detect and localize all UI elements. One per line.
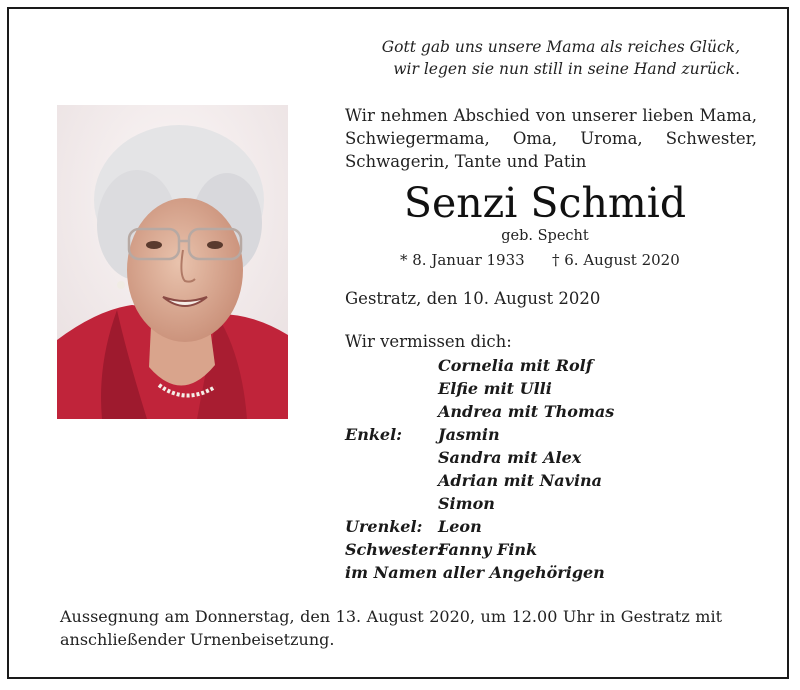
mourner-row xyxy=(345,492,765,515)
mourner-name: Andrea mit Thomas xyxy=(438,402,615,421)
place-and-date: Gestratz, den 10. August 2020 xyxy=(345,289,601,308)
mourner-row xyxy=(345,469,765,492)
mourners-list xyxy=(345,354,765,584)
motto-verse xyxy=(350,36,740,80)
maiden-name: geb. Specht xyxy=(501,228,589,244)
funeral-notice: Aussegnung am Donnerstag, den 13. August 2020, um 12.00 Uhr in Gestratz mit anschließender Urnenbeisetzung. xyxy=(60,607,722,649)
mourner-row xyxy=(345,515,765,538)
mourner-label: Schwester: xyxy=(345,540,443,559)
motto-line-1: Gott gab uns unsere Mama als reiches Glück, xyxy=(381,38,740,56)
mourner-label: Urenkel: xyxy=(345,517,423,536)
mourner-row xyxy=(345,538,765,561)
mourner-row xyxy=(345,354,765,377)
intro-line-1: Wir nehmen Abschied von unserer lieben Mama, xyxy=(345,106,757,125)
deceased-name: Senzi Schmid xyxy=(403,179,687,227)
portrait-illustration xyxy=(57,105,288,419)
death-date: † 6. August 2020 xyxy=(552,251,680,269)
miss-you-text: Wir vermissen dich: xyxy=(345,332,512,351)
mourner-name: Cornelia mit Rolf xyxy=(438,356,593,375)
mourner-name: Jasmin xyxy=(438,425,500,444)
mourner-name: Leon xyxy=(438,517,482,536)
intro-text xyxy=(345,104,757,173)
mourner-label: Enkel: xyxy=(345,425,403,444)
mourner-row xyxy=(345,377,765,400)
mourner-name: Simon xyxy=(438,494,495,513)
mourner-row xyxy=(345,423,765,446)
mourner-row xyxy=(345,446,765,469)
intro-line-2: Schwiegermama, Oma, Uroma, Schwester, xyxy=(345,129,757,148)
motto-line-2: wir legen sie nun still in seine Hand zurück. xyxy=(393,60,740,78)
mourner-label: im Namen aller Angehörigen xyxy=(345,563,605,582)
portrait-photo xyxy=(57,105,288,419)
mourner-name: Sandra mit Alex xyxy=(438,448,582,467)
mourner-name: Elfie mit Ulli xyxy=(438,379,552,398)
intro-line-3: Schwagerin, Tante und Patin xyxy=(345,152,587,171)
mourner-name: Adrian mit Navina xyxy=(438,471,603,490)
birth-date: * 8. Januar 1933 xyxy=(400,251,525,269)
mourner-row xyxy=(345,561,765,584)
mourner-row xyxy=(345,400,765,423)
mourner-name: Fanny Fink xyxy=(438,540,538,559)
